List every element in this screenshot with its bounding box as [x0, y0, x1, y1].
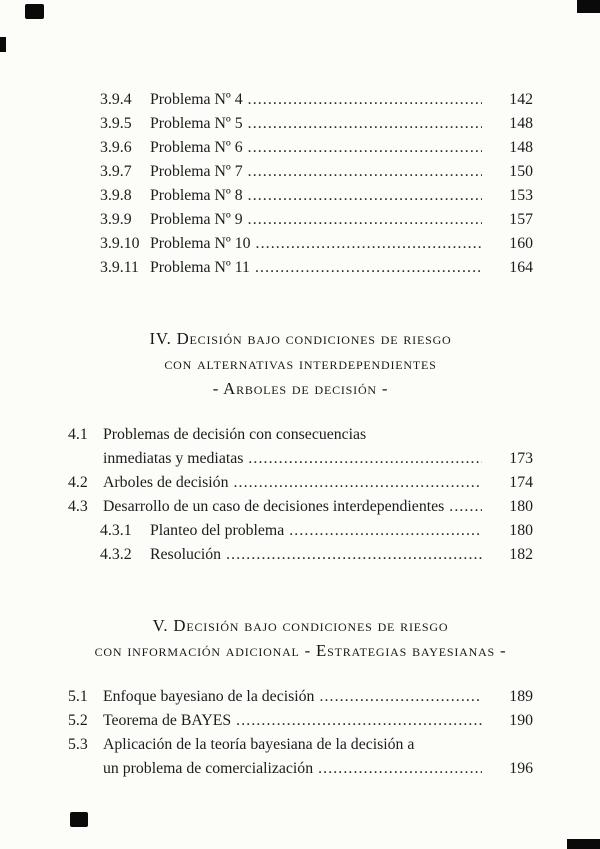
- toc: [68, 88, 533, 781]
- toc-entry-page: 142: [509, 91, 533, 108]
- toc-entry: [68, 136, 533, 160]
- dot-leader: [319, 685, 482, 709]
- toc-entry-number: 5.1: [68, 688, 88, 705]
- dot-leader: [255, 256, 482, 280]
- toc-entry: [68, 184, 533, 208]
- toc-entry-number: 5.2: [68, 712, 88, 729]
- toc-entry-number: 3.9.6: [100, 139, 132, 156]
- dot-leader: [248, 88, 482, 112]
- toc-entry: [68, 519, 533, 543]
- toc-section: [68, 613, 533, 781]
- dot-leader: [248, 136, 482, 160]
- toc-entry: [68, 256, 533, 280]
- dot-leader: [236, 709, 482, 733]
- toc-entry-page: 182: [509, 546, 533, 563]
- toc-entry-number: 3.9.5: [100, 115, 132, 132]
- toc-entry-page: 150: [509, 163, 533, 180]
- toc-entry: [68, 232, 533, 256]
- toc-entry-number: 4.2: [68, 474, 88, 491]
- toc-entry-title: Problema Nº 8: [150, 187, 243, 204]
- toc-entry-title: Teorema de BAYES: [103, 712, 232, 729]
- toc-entry-page: 190: [509, 712, 533, 729]
- toc-entry-page: 189: [509, 688, 533, 705]
- toc-entry-number: 3.9.11: [100, 259, 139, 276]
- dot-leader: [449, 495, 482, 519]
- section-entries: [68, 685, 533, 781]
- section-heading-line: - Arboles de decisión -: [212, 379, 389, 398]
- toc-entry-page: 164: [509, 259, 533, 276]
- dot-leader: [289, 519, 482, 543]
- scan-artifact-bottom-left: [70, 812, 88, 827]
- scan-artifact-left-edge: [0, 37, 6, 52]
- section-heading: [68, 613, 533, 663]
- toc-entry-page: 148: [509, 115, 533, 132]
- dot-leader: [248, 184, 482, 208]
- toc-entry: [68, 733, 533, 757]
- toc-entry-title: Aplicación de la teoría bayesiana de la decisión a: [103, 736, 415, 753]
- toc-entry-title: Problema Nº 4: [150, 91, 243, 108]
- toc-entry-title: Problema Nº 5: [150, 115, 243, 132]
- toc-section: [68, 326, 533, 567]
- toc-entry-title: Planteo del problema: [150, 522, 285, 539]
- toc-entry-page: 180: [509, 522, 533, 539]
- toc-entry: [68, 88, 533, 112]
- scan-artifact-bottom-right: [567, 839, 600, 849]
- toc-entry-number: 4.3.1: [100, 522, 132, 539]
- dot-leader: [226, 543, 482, 567]
- toc-entry: [68, 471, 533, 495]
- toc-entry-title: Problema Nº 7: [150, 163, 243, 180]
- toc-entry-title: Arboles de decisión: [103, 474, 229, 491]
- toc-entry: [68, 112, 533, 136]
- toc-entry-number: 3.9.7: [100, 163, 132, 180]
- toc-entry-page: 153: [509, 187, 533, 204]
- toc-entry-number: 3.9.10: [100, 235, 140, 252]
- toc-section: [68, 88, 533, 280]
- dot-leader: [256, 232, 482, 256]
- toc-entry-page: 180: [509, 498, 533, 515]
- toc-entry-page: 148: [509, 139, 533, 156]
- toc-entry-title: Enfoque bayesiano de la decisión: [103, 688, 315, 705]
- toc-entry: [68, 709, 533, 733]
- toc-entry-title: Resolución: [150, 546, 222, 563]
- toc-entry-number: 5.3: [68, 736, 88, 753]
- toc-entry: [68, 423, 533, 447]
- toc-entry-number: 4.3.2: [100, 546, 132, 563]
- toc-entry: [68, 757, 533, 781]
- dot-leader: [248, 447, 482, 471]
- toc-entry-title: Problema Nº 6: [150, 139, 243, 156]
- toc-entry-page: 174: [509, 474, 533, 491]
- dot-leader: [248, 160, 482, 184]
- toc-entry: [68, 543, 533, 567]
- scan-artifact-top-right: [577, 0, 600, 13]
- section-heading-line: con información adicional - Estrategias bayesianas -: [94, 641, 507, 660]
- toc-entry: [68, 495, 533, 519]
- toc-entry: [68, 208, 533, 232]
- toc-entry-title: inmediatas y mediatas: [103, 450, 244, 467]
- section-heading-line: V. Decisión bajo condiciones de riesgo: [152, 616, 449, 635]
- toc-entry-number: 4.1: [68, 426, 88, 443]
- section-entries: [68, 423, 533, 567]
- section-heading-line: IV. Decisión bajo condiciones de riesgo: [149, 329, 452, 348]
- toc-entry-title: un problema de comercialización: [103, 760, 314, 777]
- toc-entry-title: Problema Nº 9: [150, 211, 243, 228]
- scan-artifact-top-left: [25, 4, 44, 19]
- toc-entry-page: 157: [509, 211, 533, 228]
- toc-entry-title: Problemas de decisión con consecuencias: [103, 426, 367, 443]
- dot-leader: [248, 208, 482, 232]
- dot-leader: [318, 757, 482, 781]
- toc-entry-page: 173: [509, 450, 533, 467]
- toc-entry-number: 3.9.4: [100, 91, 132, 108]
- toc-entry-number: 3.9.8: [100, 187, 132, 204]
- dot-leader: [248, 112, 482, 136]
- section-heading-line: con alternativas interdependientes: [164, 354, 437, 373]
- toc-entry: [68, 685, 533, 709]
- toc-entry-number: 4.3: [68, 498, 88, 515]
- toc-entry: [68, 447, 533, 471]
- dot-leader: [233, 471, 482, 495]
- section-heading: [68, 326, 533, 401]
- toc-entry-page: 160: [509, 235, 533, 252]
- section-entries: [68, 88, 533, 280]
- toc-entry-title: Desarrollo de un caso de decisiones interdependientes: [103, 498, 445, 515]
- toc-entry-title: Problema Nº 10: [150, 235, 251, 252]
- toc-entry: [68, 160, 533, 184]
- toc-entry-page: 196: [509, 760, 533, 777]
- toc-entry-number: 3.9.9: [100, 211, 132, 228]
- toc-entry-title: Problema Nº 11: [150, 259, 250, 276]
